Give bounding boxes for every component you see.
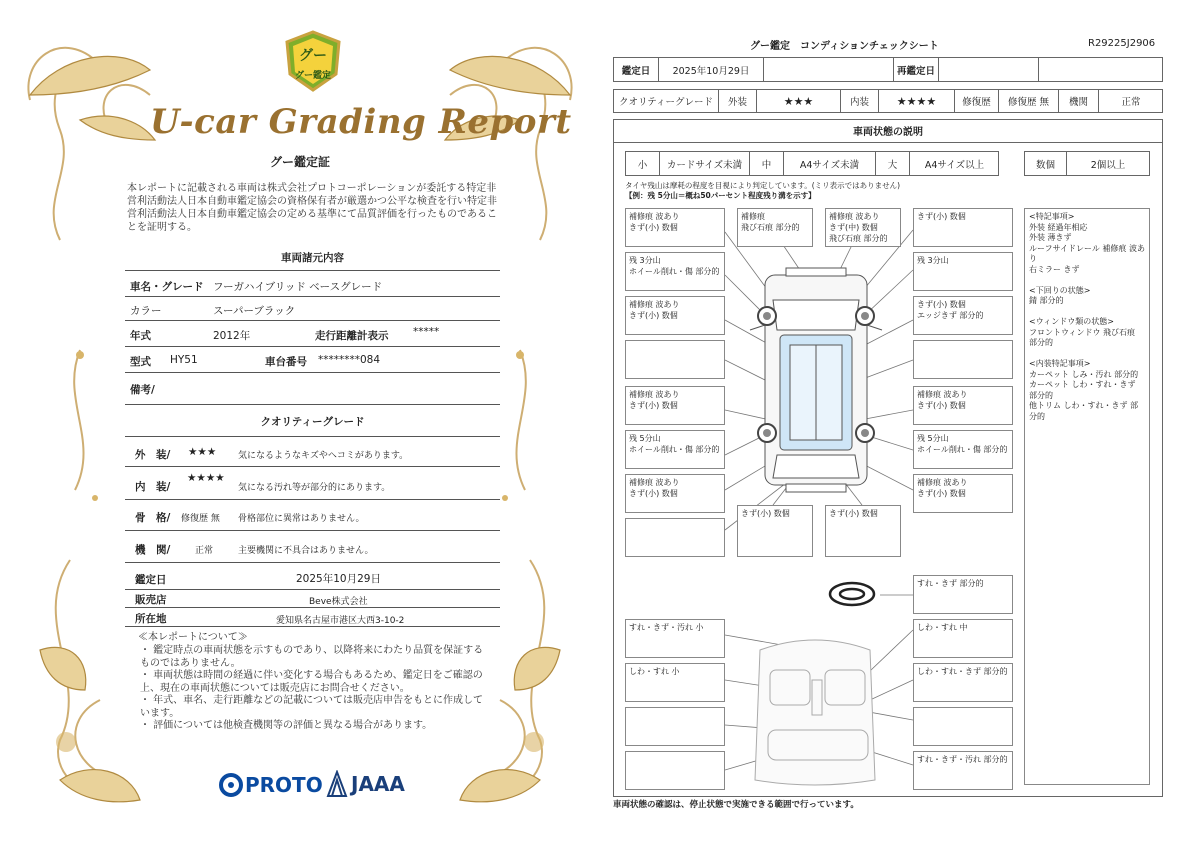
eng-value: 正常 [1121, 97, 1141, 108]
damage-note [625, 518, 725, 557]
frame-grade-label: 骨 格/ [135, 512, 171, 524]
legend-m-text: A4サイズ未満 [799, 159, 860, 171]
interior-note: しわ・すれ 小 [625, 663, 725, 702]
steering-wheel-icon [830, 583, 874, 605]
legend-m-label: 中 [761, 159, 772, 171]
interior-note: しわ・すれ 中 [913, 619, 1013, 658]
damage-note: きず(小) 数個 エッジきず 部分的 [913, 296, 1013, 335]
proto-mark-icon [218, 772, 244, 798]
damage-note: 残 3分山 ホイール削れ・傷 部分的 [625, 252, 725, 291]
appraisal-date-label: 鑑定日 [135, 574, 167, 586]
int-value: ★★★★ [896, 94, 937, 108]
damage-note [913, 340, 1013, 379]
appraisal-date-value: 2025年10月29日 [296, 573, 381, 585]
damage-note: 残 5分山 ホイール削れ・傷 部分的 [913, 430, 1013, 469]
int-label: 内装 [849, 97, 869, 108]
model-label: 型式 [130, 356, 151, 368]
interior-note [913, 707, 1013, 746]
note-item: ・ 車両状態は時間の経過に伴い変化する場合もあるため、鑑定日をご確認の上、現在の車両状態については販売店にお問合せください。 [140, 670, 483, 694]
note-item: ・ 評価については他検査機関等の評価と異なる場合があります。 [140, 720, 433, 731]
note-item: ・ 鑑定時点の車両状態を示すものであり、以降将来にわたり品質を保証するものではありません。 [140, 645, 484, 669]
damage-note [625, 340, 725, 379]
condition-heading-text: 車両状態の説明 [853, 127, 923, 138]
grade-heading: クオリティーグレード [260, 416, 365, 428]
certificate-title: グー鑑定証 [269, 155, 330, 169]
legend-l-text: A4サイズ以上 [924, 159, 985, 171]
damage-note: 残 3分山 [913, 252, 1013, 291]
damage-note: 補修痕 波あり きず(小) 数個 [625, 208, 725, 247]
damage-note: 補修痕 波あり きず(小) 数個 [625, 474, 725, 513]
interior-grade-value: ★★★★ [187, 472, 225, 484]
mileage-value: ***** [413, 326, 440, 338]
ext-value: ★★★ [783, 94, 814, 108]
shop-value: Beve株式会社 [309, 597, 368, 607]
exterior-grade-value: ★★★ [188, 446, 217, 458]
engine-grade-desc: 主要機関に不具合はありません。 [238, 546, 374, 556]
specs-heading: 車両諸元内容 [281, 252, 344, 264]
frame-grade-value: 修復歴 無 [181, 514, 220, 524]
color-label: カラー [130, 305, 162, 317]
tire-note-2: 【例：残 5分山＝概ね50パーセント程度残り溝を示す】 [625, 191, 816, 200]
address-value: 愛知県名古屋市港区大西3-10-2 [276, 616, 405, 626]
proto-logo [218, 772, 323, 798]
year-value: 2012年 [213, 330, 251, 342]
eng-label: 機関 [1068, 97, 1088, 108]
sheet-id: R29225J2906 [1088, 38, 1156, 49]
certificate-statement: 本レポートに記載される車両は株式会社プロトコーポレーションが委託する特定非営利活動法人日本自動車鑑定協会の資格保有者が厳選かつ公平な検査を行い特定非営利活動法人日本自動車鑑定協会の定める基準にて品質評価を行ったものであることを証明する。 [127, 183, 497, 233]
legend-s-text: カードサイズ未満 [666, 159, 743, 171]
chassis-label: 車台番号 [265, 356, 307, 368]
damage-note: 補修痕 波あり きず(中) 数個 飛び石痕 部分的 [825, 208, 901, 247]
damage-note: 補修痕 波あり きず(小) 数個 [913, 386, 1013, 425]
interior-note: すれ・きず 部分的 [913, 575, 1013, 614]
damage-note: きず(小) 数個 [825, 505, 901, 557]
legend-l-label: 大 [887, 159, 898, 171]
rep-value: 修復歴 無 [1007, 97, 1050, 108]
sheet-title: グー鑑定 コンディションチェックシート [750, 41, 939, 52]
count-label: 数個 [1035, 159, 1055, 171]
legend-s-label: 小 [637, 159, 648, 171]
qg-label: クオリティーグレード [618, 97, 714, 108]
redate-label: 再鑑定日 [896, 65, 935, 77]
interior-note: すれ・きず・汚れ 部分的 [913, 751, 1013, 790]
color-value: スーパーブラック [213, 305, 296, 317]
damage-note: 補修痕 波あり きず(小) 数個 [913, 474, 1013, 513]
model-value: HY51 [170, 354, 198, 366]
damage-note: 残 5分山 ホイール削れ・傷 部分的 [625, 430, 725, 469]
svg-text:グー: グー [299, 48, 327, 64]
notes-heading: ≪本レポートについて≫ [138, 632, 248, 643]
interior-note: しわ・すれ・きず 部分的 [913, 663, 1013, 702]
exterior-grade-label: 外 装/ [135, 449, 171, 461]
mileage-label: 走行距離計表示 [315, 330, 389, 342]
address-label: 所在地 [135, 613, 167, 625]
logo-text: グー鑑定 [294, 71, 331, 81]
engine-grade-label: 機 関/ [135, 544, 171, 556]
remarks-label: 備考/ [130, 384, 155, 396]
report-title: U-car Grading Report [150, 102, 572, 142]
damage-note: きず(小) 数個 [913, 208, 1013, 247]
date-value: 2025年10月29日 [672, 65, 750, 77]
year-label: 年式 [130, 330, 151, 342]
date-label: 鑑定日 [621, 65, 651, 77]
count-desc: 2個以上 [1090, 159, 1126, 171]
note-item: ・ 年式、車名、走行距離などの記載については販売店申告をもとに作成しています。 [140, 695, 483, 719]
car-name-label: 車名・グレード [130, 281, 204, 293]
damage-note: 補修痕 波あり きず(小) 数個 [625, 386, 725, 425]
shop-label: 販売店 [135, 594, 167, 606]
chassis-value: ********084 [318, 354, 381, 366]
proto-wordmark: PROTO [245, 773, 323, 797]
frame-grade-desc: 骨格部位に異常はありません。 [238, 514, 365, 524]
exterior-grade-desc: 気になるようなキズやヘコミがあります。 [238, 451, 409, 461]
interior-note: すれ・きず・汚れ 小 [625, 619, 725, 658]
damage-note: 補修痕 飛び石痕 部分的 [737, 208, 813, 247]
footer-note: 車両状態の確認は、停止状態で実施できる範囲で行っています。 [613, 800, 859, 810]
interior-grade-desc: 気になる汚れ等が部分的にあります。 [238, 483, 391, 493]
tire-note-1: タイヤ残山は摩耗の程度を目視により判定しています。(ミリ表示ではありません) [625, 181, 901, 190]
jaaa-logo [326, 770, 405, 798]
interior-note [625, 751, 725, 790]
goo-kantei-logo [284, 30, 342, 92]
special-notes: <特記事項> 外装 経過年相応 外装 薄きず ルーフサイドレール 補修痕 波あり 右ミラー きず <下回りの状態> 錆 部分的 <ウィンドウ類の状態> フロントウィンドウ 飛び石痕 部分的 <内装特記事項> カーペット しみ・汚れ 部分的 カーペット しわ・すれ・きず 部分的 他トリム しわ・すれ・きず 部分的 [1024, 208, 1150, 785]
notes-list [140, 645, 490, 733]
car-name-value: フーガハイブリッド ベースグレード [213, 281, 383, 293]
jaaa-mark-icon [326, 770, 348, 798]
condition-check-sheet [600, 0, 1200, 848]
interior-grade-label: 内 装/ [135, 481, 171, 493]
damage-note: きず(小) 数個 [737, 505, 813, 557]
damage-note: 補修痕 波あり きず(小) 数個 [625, 296, 725, 335]
interior-note [625, 707, 725, 746]
engine-grade-value: 正常 [195, 546, 214, 556]
rep-label: 修復歴 [962, 97, 991, 108]
ext-label: 外装 [727, 97, 747, 108]
jaaa-wordmark: JAAA [351, 772, 405, 796]
